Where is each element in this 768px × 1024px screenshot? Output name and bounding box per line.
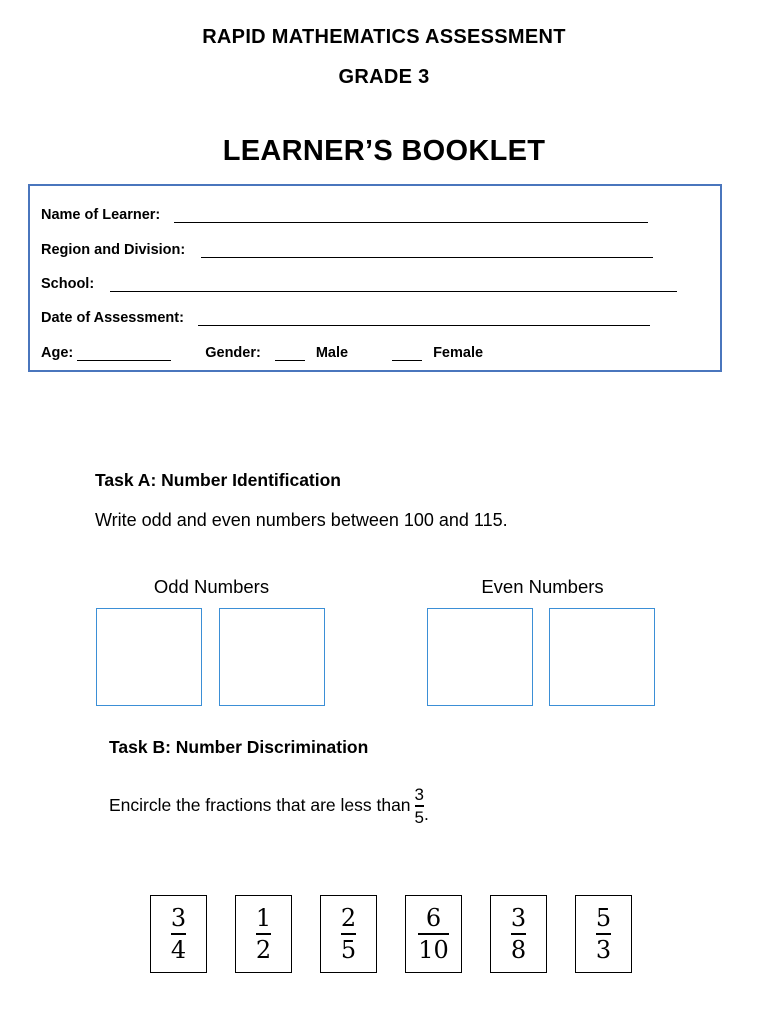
fraction xyxy=(341,904,356,964)
fraction-bar xyxy=(596,933,611,935)
even-numbers-heading: Even Numbers xyxy=(481,576,604,597)
region-division-field[interactable] xyxy=(201,241,653,258)
even-answer-box-1[interactable] xyxy=(427,608,533,706)
task-b-instruction: Encircle the fractions that are less than xyxy=(109,795,411,816)
fraction xyxy=(511,904,526,964)
fraction xyxy=(171,904,186,964)
fraction-card[interactable] xyxy=(575,895,632,973)
name-row xyxy=(41,203,648,223)
reference-denominator: 5 xyxy=(414,807,425,827)
name-field[interactable] xyxy=(174,206,648,223)
date-field[interactable] xyxy=(198,309,650,326)
fraction-bar xyxy=(511,933,526,935)
task-b-instruction-line xyxy=(109,785,429,827)
female-label: Female xyxy=(433,345,484,361)
fraction-numerator: 6 xyxy=(425,904,442,932)
fraction xyxy=(256,904,271,964)
fraction-card[interactable] xyxy=(150,895,207,973)
fraction-denominator: 8 xyxy=(510,936,527,964)
task-a-title: Task A: Number Identification xyxy=(95,470,341,490)
fraction-numerator: 3 xyxy=(510,904,527,932)
even-answer-box-2[interactable] xyxy=(549,608,655,706)
fraction-bar xyxy=(341,933,356,935)
fraction-denominator: 3 xyxy=(595,936,612,964)
fraction-denominator: 5 xyxy=(340,936,357,964)
male-checkbox-line[interactable] xyxy=(275,344,305,361)
name-label: Name of Learner: xyxy=(41,207,161,223)
female-checkbox-line[interactable] xyxy=(392,344,422,361)
odd-answer-box-2[interactable] xyxy=(219,608,325,706)
fraction-bar xyxy=(415,805,424,807)
fraction xyxy=(418,904,449,964)
fraction-bar xyxy=(418,933,449,935)
fraction-numerator: 3 xyxy=(170,904,187,932)
region-label: Region and Division: xyxy=(41,242,186,258)
fraction-denominator: 2 xyxy=(255,936,272,964)
age-label: Age: xyxy=(41,345,74,361)
reference-fraction xyxy=(415,785,424,827)
school-label: School: xyxy=(41,276,95,292)
fraction-bar xyxy=(171,933,186,935)
odd-numbers-heading: Odd Numbers xyxy=(153,576,270,597)
grade-label: GRADE 3 xyxy=(338,66,430,88)
age-field[interactable] xyxy=(77,344,171,361)
assessment-title: RAPID MATHEMATICS ASSESSMENT xyxy=(202,26,566,48)
fraction-denominator: 4 xyxy=(170,936,187,964)
male-label: Male xyxy=(315,345,349,361)
fraction-bar xyxy=(256,933,271,935)
fraction-card[interactable] xyxy=(320,895,377,973)
task-a-instruction: Write odd and even numbers between 100 and 115. xyxy=(95,510,508,530)
gender-label: Gender: xyxy=(205,345,261,361)
odd-answer-box-1[interactable] xyxy=(96,608,202,706)
learner-info-box xyxy=(28,184,722,372)
school-field[interactable] xyxy=(110,275,677,292)
date-row xyxy=(41,306,650,326)
school-row xyxy=(41,272,677,292)
fraction-denominator: 10 xyxy=(418,936,449,964)
fraction-numerator: 5 xyxy=(595,904,612,932)
region-row xyxy=(41,238,653,258)
fraction-numerator: 2 xyxy=(340,904,357,932)
age-gender-row xyxy=(41,341,483,361)
date-label: Date of Assessment: xyxy=(41,310,184,326)
fraction xyxy=(596,904,611,964)
fraction-card[interactable] xyxy=(405,895,462,973)
booklet-title: LEARNER’S BOOKLET xyxy=(222,135,546,167)
fraction-card[interactable] xyxy=(235,895,292,973)
fraction-numerator: 1 xyxy=(255,904,272,932)
reference-numerator: 3 xyxy=(414,785,425,804)
instruction-period: . xyxy=(424,803,429,824)
task-b-title: Task B: Number Discrimination xyxy=(109,737,369,757)
fraction-card[interactable] xyxy=(490,895,547,973)
